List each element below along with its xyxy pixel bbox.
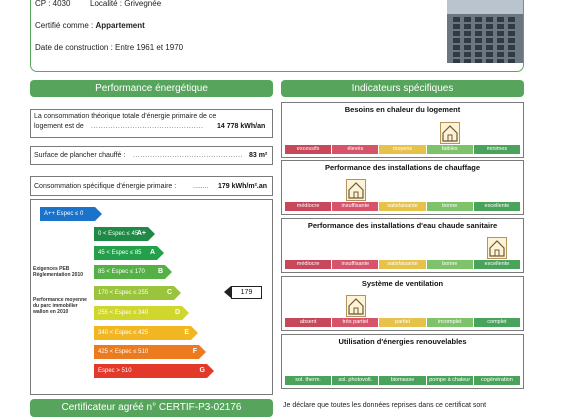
- indicator-scale-cell: élevés: [332, 145, 379, 154]
- photo-window: [508, 24, 515, 29]
- photo-window: [453, 52, 460, 57]
- energy-bar: [94, 364, 207, 378]
- indicator-scale-cell: faibles: [427, 145, 474, 154]
- energy-bar-range: 0 < Espec ≤ 45: [98, 231, 139, 237]
- photo-window: [497, 24, 504, 29]
- indicator-title: Performance des installations de chauffage: [324, 163, 481, 172]
- energy-bar-range: 255 < Espec ≤ 340: [98, 310, 149, 316]
- photo-window: [486, 24, 493, 29]
- photo-window: [497, 45, 504, 50]
- photo-window: [497, 38, 504, 43]
- photo-window: [508, 52, 515, 57]
- indicator-scale-cell: satisfaisante: [379, 202, 426, 211]
- photo-window: [453, 24, 460, 29]
- energy-bar-arrow: [157, 246, 164, 260]
- specific-indicators-header: Indicateurs spécifiques: [281, 80, 524, 97]
- energy-bar-range: A++ Espec ≤ 0: [44, 211, 84, 217]
- energy-bar: [40, 207, 95, 221]
- energy-bar-arrow: [191, 326, 198, 340]
- stock-average-note: Performance moyenne du parc immobilier wallon en 2010: [33, 297, 87, 315]
- photo-window: [486, 45, 493, 50]
- photo-window: [508, 38, 515, 43]
- indicator-title: Utilisation d'énergies renouvelables: [338, 337, 467, 346]
- certified-as-value: Appartement: [95, 21, 145, 30]
- locality: Localité : Grivegnée: [90, 0, 162, 8]
- energy-bar-range: 340 < Espec ≤ 425: [98, 330, 149, 336]
- photo-window: [464, 31, 471, 36]
- indicator-scale: [285, 145, 521, 154]
- photo-window: [464, 17, 471, 22]
- energy-bar: [94, 265, 165, 279]
- photo-window: [486, 59, 493, 63]
- energy-bar-arrow: [199, 345, 206, 359]
- photo-window: [453, 38, 460, 43]
- energy-bar: [94, 227, 148, 241]
- house-icon: [346, 179, 366, 201]
- indicator-scale: [285, 202, 521, 211]
- peb-requirements-note: Exigences PEB Réglementation 2010: [33, 266, 84, 278]
- house-icon: [487, 237, 507, 259]
- indicator-title: Besoins en chaleur du logement: [344, 105, 461, 114]
- indicator-scale-cell: insuffisante: [332, 260, 379, 269]
- photo-window: [475, 31, 482, 36]
- indicator-scale: [285, 260, 521, 269]
- current-rating-arrow: [224, 286, 231, 298]
- indicator-scale-cell: excellente: [474, 260, 521, 269]
- indicator-scale-cell: pompe à chaleur: [427, 376, 474, 385]
- photo-window: [486, 38, 493, 43]
- indicator-scale-cell: biomasse: [379, 376, 426, 385]
- indicator-scale-cell: minimes: [474, 145, 521, 154]
- indicator-scale-cell: médiocre: [285, 260, 332, 269]
- house-icon: [440, 122, 460, 144]
- floor-area-value: 83 m²: [249, 152, 268, 159]
- indicator-scale: [285, 376, 521, 385]
- energy-bar: [94, 286, 174, 300]
- photo-window: [464, 24, 471, 29]
- specific-consumption-label: Consommation spécifique d'énergie primaire :: [34, 183, 177, 190]
- declaration-text: Je déclare que toutes les données reprises dans ce certificat sont: [283, 402, 487, 409]
- consumption-line-1: La consommation théorique totale d'énergie primaire de ce: [34, 113, 217, 120]
- energy-bar-letter: A+: [136, 230, 146, 237]
- specific-consumption-panel: Consommation spécifique d'énergie primaire : ........ 179 kWh/m².an: [30, 176, 273, 196]
- energy-bar-letter: F: [192, 348, 197, 355]
- indicator-scale-cell: satisfaisante: [379, 260, 426, 269]
- photo-window: [486, 17, 493, 22]
- photo-window: [475, 59, 482, 63]
- energy-bar-range: 85 < Espec ≤ 170: [98, 269, 145, 275]
- indicator-scale-cell: sol. therm.: [285, 376, 332, 385]
- current-rating-marker: 179: [231, 286, 262, 299]
- postal-code: CP : 4030: [35, 0, 71, 8]
- energy-bar-letter: A: [149, 249, 155, 256]
- indicator-scale-cell: sol. photovolt.: [332, 376, 379, 385]
- photo-window: [453, 45, 460, 50]
- photo-window: [453, 17, 460, 22]
- photo-window: [486, 52, 493, 57]
- energy-bar-arrow: [182, 306, 189, 320]
- photo-window: [475, 45, 482, 50]
- energy-bar-letter: E: [184, 329, 189, 336]
- indicator-scale-cell: partiel: [379, 318, 426, 327]
- indicator-scale-cell: bonne: [427, 202, 474, 211]
- indicator-scale-cell: bonne: [427, 260, 474, 269]
- photo-window: [475, 52, 482, 57]
- photo-window: [475, 17, 482, 22]
- energy-bar-range: 45 < Espec ≤ 85: [98, 250, 142, 256]
- floor-area-label: Surface de plancher chauffé :: [34, 152, 126, 159]
- indicator-title: Performance des installations d'eau chaude sanitaire: [307, 221, 498, 230]
- indicator-scale-cell: absent: [285, 318, 332, 327]
- energy-bar-arrow: [148, 227, 155, 241]
- photo-window: [497, 17, 504, 22]
- photo-window: [497, 52, 504, 57]
- floor-area-panel: Surface de plancher chauffé : ............................................. 83 m²: [30, 146, 273, 165]
- certifier-header: Certificateur agréé n° CERTIF-P3-02176: [30, 399, 273, 417]
- energy-bar-letter: B: [157, 268, 163, 275]
- energy-bar-letter: D: [174, 309, 180, 316]
- indicator-scale-cell: médiocre: [285, 202, 332, 211]
- photo-window: [508, 45, 515, 50]
- energy-bar: [94, 345, 199, 359]
- indicator-box: [281, 102, 524, 158]
- photo-window: [508, 59, 515, 63]
- energy-bar-arrow: [95, 207, 102, 221]
- energy-bar-letter: G: [199, 367, 205, 374]
- photo-window: [497, 59, 504, 63]
- photo-window: [475, 24, 482, 29]
- energy-bar-arrow: [207, 364, 214, 378]
- indicator-box: [281, 218, 524, 273]
- energy-bar-range: 170 < Espec ≤ 255: [98, 290, 149, 296]
- indicator-scale-cell: complet: [474, 318, 521, 327]
- consumption-line-2: logement est de: [34, 123, 84, 130]
- indicator-scale-cell: cogénération: [474, 376, 521, 385]
- indicator-scale-cell: excellente: [474, 202, 521, 211]
- indicator-scale-cell: incomplet: [427, 318, 474, 327]
- construction-date: Date de construction : Entre 1961 et 1970: [35, 43, 184, 52]
- photo-window: [453, 59, 460, 63]
- energy-performance-header: Performance énergétique: [30, 80, 273, 97]
- total-consumption-panel: La consommation théorique totale d'énergie primaire de ce logement est de .............................................. 14 778 kWh/an: [30, 109, 273, 138]
- energy-bar-arrow: [165, 265, 172, 279]
- energy-bar: [94, 326, 191, 340]
- consumption-value: 14 778 kWh/an: [217, 123, 266, 130]
- photo-window: [464, 59, 471, 63]
- photo-window: [497, 31, 504, 36]
- building-photo: [447, 0, 523, 63]
- indicator-box: [281, 334, 524, 389]
- photo-window: [464, 52, 471, 57]
- indicator-scale-cell: excessifs: [285, 145, 332, 154]
- energy-bar-range: Espec > 510: [98, 368, 132, 374]
- indicator-box: [281, 160, 524, 215]
- energy-bar: [94, 306, 182, 320]
- house-icon: [346, 295, 366, 317]
- energy-bar-arrow: [174, 286, 181, 300]
- photo-window: [464, 45, 471, 50]
- energy-bar-range: 425 < Espec ≤ 510: [98, 349, 149, 355]
- specific-consumption-value: 179 kWh/m².an: [218, 183, 268, 190]
- energy-bar: [94, 246, 157, 260]
- indicator-scale-cell: moyens: [379, 145, 426, 154]
- indicator-scale: [285, 318, 521, 327]
- indicator-title: Système de ventilation: [361, 279, 444, 288]
- indicator-scale-cell: très partiel: [332, 318, 379, 327]
- certified-as: [35, 21, 145, 30]
- certified-as-label: Certifié comme :: [35, 21, 96, 30]
- photo-window: [508, 17, 515, 22]
- indicator-scale-cell: insuffisante: [332, 202, 379, 211]
- photo-window: [464, 38, 471, 43]
- photo-window: [453, 31, 460, 36]
- energy-bar-letter: C: [166, 289, 172, 296]
- photo-window: [475, 38, 482, 43]
- photo-window: [486, 31, 493, 36]
- indicator-box: [281, 276, 524, 331]
- photo-window: [508, 31, 515, 36]
